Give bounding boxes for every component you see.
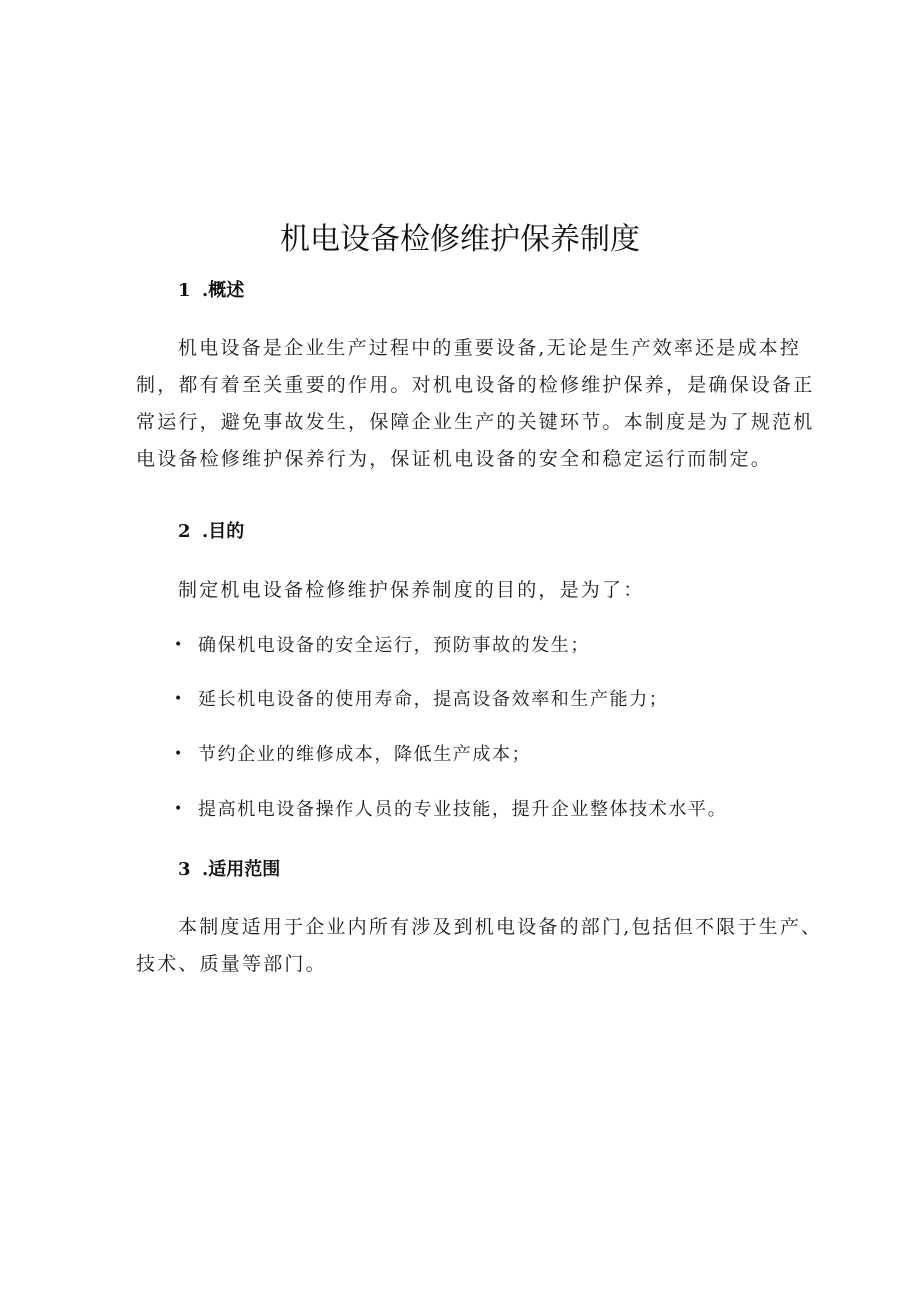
section-number: 1 — [178, 280, 191, 301]
section-title: .适用范围 — [202, 859, 281, 880]
purpose-bullet-item — [174, 741, 531, 768]
overview-paragraph — [136, 330, 815, 478]
purpose-bullet-item — [174, 632, 590, 659]
bullet-text: 延长机电设备的使用寿命，提高设备效率和生产能力； — [198, 689, 669, 710]
document-title: 机电设备检修维护保养制度 — [280, 222, 640, 257]
paragraph-line: 本制度适用于企业内所有涉及到机电设备的部门,包括但不限于生产、 — [178, 916, 823, 938]
scope-paragraph — [136, 909, 823, 983]
paragraph-line: 机电设备是企业生产过程中的重要设备,无论是生产效率还是成本控 — [178, 337, 802, 359]
paragraph-line: 技术、质量等部门。 — [136, 953, 327, 975]
paragraph-line: 制，都有着至关重要的作用。对机电设备的检修维护保养，是确保设备正 — [136, 374, 815, 396]
paragraph-line: 电设备检修维护保养行为，保证机电设备的安全和稳定运行而制定。 — [136, 448, 773, 470]
bullet-icon: • — [174, 801, 184, 817]
section-heading-scope — [178, 857, 280, 883]
purpose-bullet-item — [174, 686, 668, 713]
bullet-text: 确保机电设备的安全运行，预防事故的发生； — [198, 635, 590, 656]
paragraph-line: 制定机电设备检修维护保养制度的目的，是为了： — [178, 579, 645, 601]
section-title: .目的 — [202, 521, 245, 542]
bullet-text: 提高机电设备操作人员的专业技能，提升企业整体技术水平。 — [198, 799, 728, 820]
bullet-icon: • — [174, 637, 184, 653]
purpose-intro — [136, 572, 786, 609]
bullet-icon: • — [174, 691, 184, 707]
section-heading-overview — [178, 278, 244, 304]
section-heading-purpose — [178, 519, 244, 545]
section-title: .概述 — [202, 280, 245, 301]
paragraph-line: 常运行，避免事故发生，保障企业生产的关键环节。本制度是为了规范机 — [136, 411, 815, 433]
bullet-icon: • — [174, 746, 184, 762]
bullet-text: 节约企业的维修成本，降低生产成本； — [198, 744, 532, 765]
section-number: 2 — [178, 521, 191, 542]
section-number: 3 — [178, 859, 191, 880]
purpose-bullet-item — [174, 796, 727, 823]
